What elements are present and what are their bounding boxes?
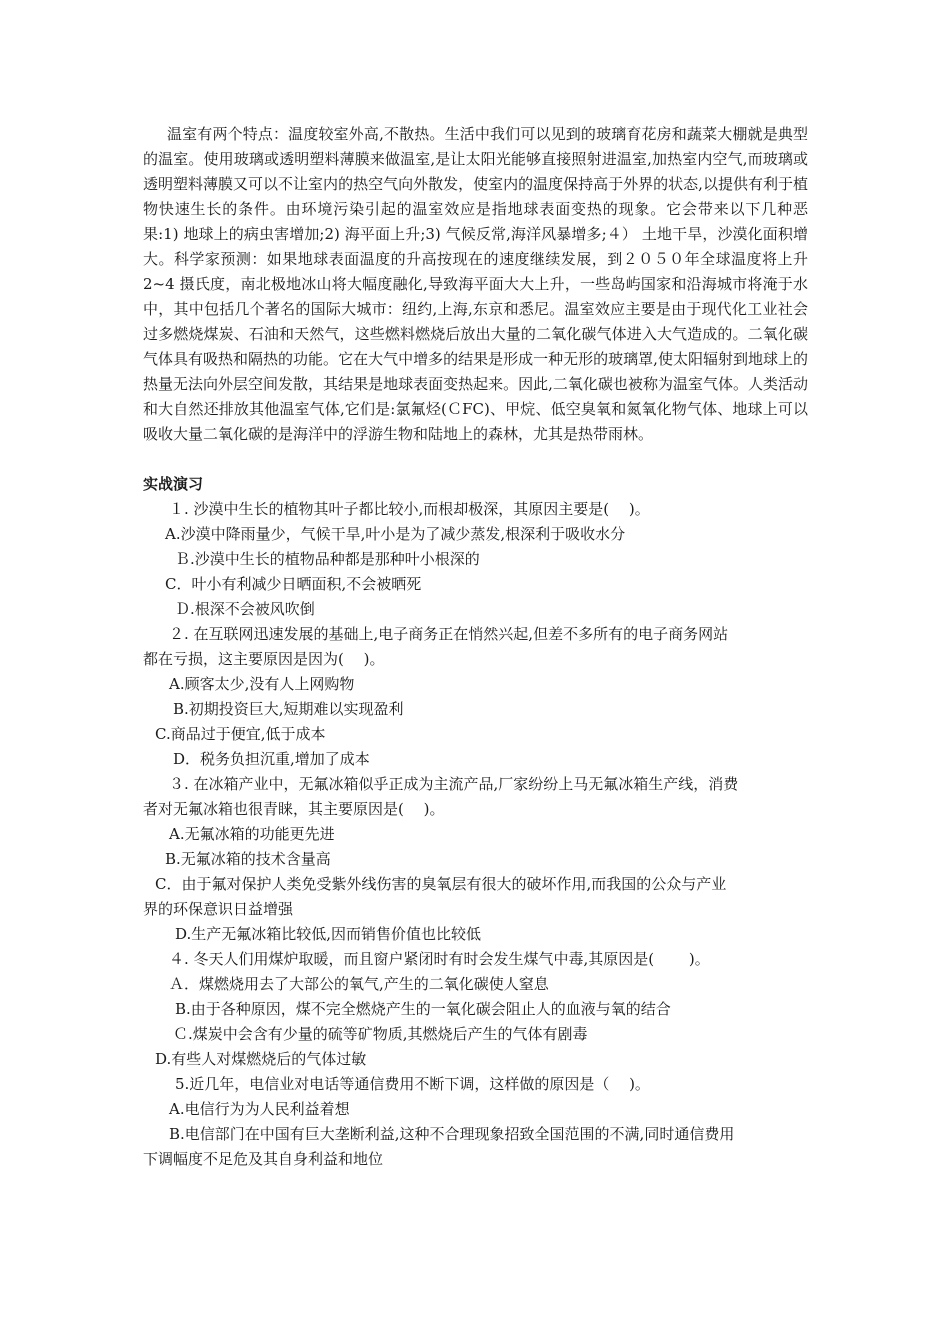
question-5-option-b-line-1: B.电信部门在中国有巨大垄断利益,这种不合理现象招致全国范围的不满,同时通信费用 [169,1125,735,1143]
intro-paragraph: 温室有两个特点：温度较室外高,不散热。生活中我们可以见到的玻璃育花房和蔬菜大棚就是典型的温室。使用玻璃或透明塑料薄膜来做温室,是让太阳光能够直接照射进温室,加热室内空气,而玻璃或透明塑料薄膜又可以不让室内的热空气向外散发，使室内的温度保持高于外界的状态,以提供有利于植物快速生长的条件。由环境污染引起的温室效应是指地球表面变热的现象。它会带来以下几种恶果:1) 地球上的病虫害增加;2) 海平面上升;3) 气候反常,海洋风暴增多;４） 土地干旱，沙漠化面积增大。科学家预测：如果地球表面温度的升高按现在的速度继续发展，到２０５０年全球温度将上升 2~4 摄氏度，南北极地冰山将大幅度融化,导致海平面大大上升，一些岛屿国家和沿海城市将淹于水中，其中包括几个著名的国际大城市：纽约,上海,东京和悉尼。温室效应主要是由于现代化工业社会过多燃烧煤炭、石油和天然气，这些燃料燃烧后放出大量的二氧化碳气体进入大气造成的。二氧化碳气体具有吸热和隔热的功能。它在大气中增多的结果是形成一种无形的玻璃罩,使太阳辐射到地球上的热量无法向外层空间发散，其结果是地球表面变热起来。因此,二氧化碳也被称为温室气体。人类活动和大自然还排放其他温室气体,它们是:氯氟烃(ＣFC)、甲烷、低空臭氧和氮氧化物气体、地球上可以吸收大量二氧化碳的是海洋中的浮游生物和陆地上的森林，尤其是热带雨林。 [143,125,808,443]
question-4-option-a: Ａ．煤燃烧用去了大部公的氧气,产生的二氧化碳使人窒息 [169,975,549,993]
question-5 [143,1072,808,1172]
question-3-option-c-line-1: C．由于氟对保护人类免受紫外线伤害的臭氧层有很大的破坏作用,而我国的公众与产业 [155,875,727,893]
question-2-option-b: B.初期投资巨大,短期难以实现盈利 [173,700,404,718]
question-5-option-a: A.电信行为为人民利益着想 [169,1100,350,1118]
question-4 [143,947,808,1072]
question-5-option-b-line-2: 下调幅度不足危及其自身利益和地位 [143,1150,384,1168]
section-title: 实战演习 [143,475,204,493]
question-3-option-a: A.无氟冰箱的功能更先进 [169,825,335,843]
question-1 [143,497,808,622]
question-4-option-d: D.有些人对煤燃烧后的气体过敏 [155,1050,367,1068]
question-2-option-a: A.顾客太少,没有人上网购物 [169,675,355,693]
document-page [143,122,808,1172]
question-4-option-c: Ｃ.煤炭中会含有少量的硫等矿物质,其燃烧后产生的气体有剧毒 [173,1025,588,1043]
question-3-option-b: B.无氟冰箱的技术含量高 [165,850,331,868]
question-5-stem: 5.近几年，电信业对电话等通信费用不断下调，这样做的原因是（ )。 [175,1075,650,1093]
question-1-option-a: A.沙漠中降雨量少，气候干旱,叶小是为了减少蒸发,根深利于吸收水分 [165,525,626,543]
question-2-option-c: C.商品过于便宜,低于成本 [155,725,326,743]
question-1-option-c: C．叶小有利减少日晒面积,不会被晒死 [165,575,422,593]
question-2 [143,622,808,772]
question-1-option-d: Ｄ.根深不会被风吹倒 [175,600,315,618]
question-2-stem-line-1: ２. 在互联网迅速发展的基础上,电子商务正在悄然兴起,但差不多所有的电子商务网站 [169,625,729,643]
question-3-option-c-line-2: 界的环保意识日益增强 [143,900,294,918]
question-3 [143,772,808,947]
question-2-option-d: D．税务负担沉重,增加了成本 [173,750,370,768]
question-3-stem-line-1: ３. 在冰箱产业中，无氟冰箱似乎正成为主流产品,厂家纷纷上马无氟冰箱生产线，消费 [169,775,739,793]
question-2-stem-line-2: 都在亏损，这主要原因是因为( )。 [143,650,385,668]
question-1-option-b: Ｂ.沙漠中生长的植物品种都是那种叶小根深的 [175,550,480,568]
question-3-option-d: D.生产无氟冰箱比较低,因而销售价值也比较低 [175,925,482,943]
question-3-stem-line-2: 者对无氟冰箱也很青睐，其主要原因是( )。 [143,800,445,818]
question-1-stem: １. 沙漠中生长的植物其叶子都比较小,而根却极深，其原因主要是( )。 [169,500,650,518]
question-4-option-b: B.由于各种原因，煤不完全燃烧产生的一氧化碳会阻止人的血液与氧的结合 [175,1000,671,1018]
question-4-stem: ４. 冬天人们用煤炉取暖，而且窗户紧闭时有时会发生煤气中毒,其原因是( )。 [169,950,710,968]
